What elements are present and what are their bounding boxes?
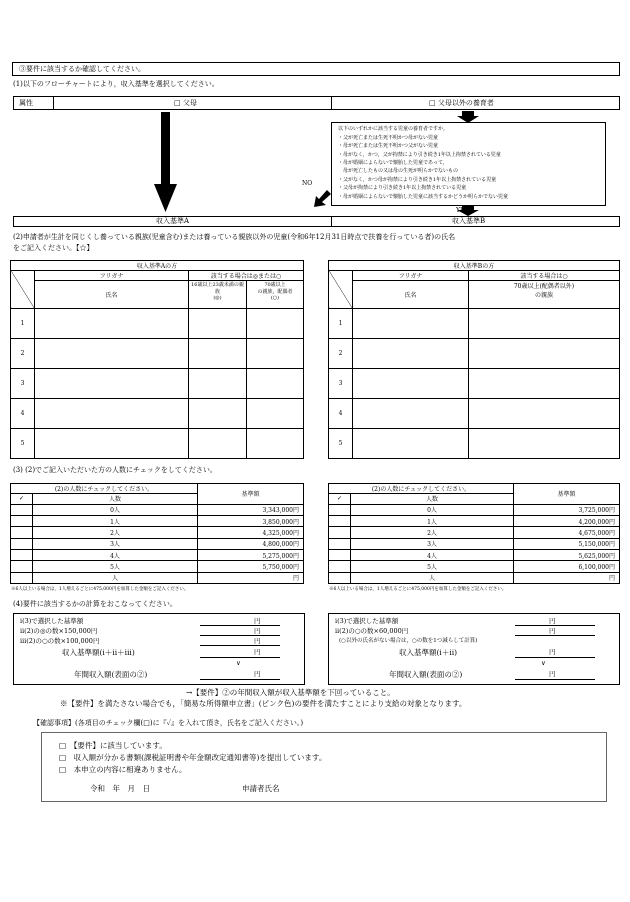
check-cell[interactable]	[189, 429, 247, 459]
check-cell[interactable]	[469, 399, 620, 429]
count-table-a	[10, 483, 304, 584]
furigana-label: フリガナ	[35, 271, 189, 281]
s3-note-b: ※6人以上いる場合は，1人増えるごとに475,000円を加算した金額をご記入ください。	[329, 587, 507, 592]
check-head: (2)の人数にチェックしてください。	[11, 484, 198, 494]
check-cell[interactable]	[11, 538, 33, 549]
name-input[interactable]	[353, 339, 469, 369]
check-cell[interactable]	[469, 339, 620, 369]
yen: 円	[549, 627, 556, 635]
col-16-23: 16歳以上23歳未満の親族 (◎)	[189, 281, 247, 309]
cond-item: ・父が死亡または生死不明かつ母がない児童	[338, 135, 439, 141]
check-mark-head: ✓	[329, 494, 351, 504]
check-cell[interactable]	[469, 369, 620, 399]
check-cell[interactable]	[11, 515, 33, 526]
table-row: 人 円	[329, 572, 620, 583]
table-row: 1	[329, 309, 620, 339]
calc-box-b	[328, 613, 620, 685]
check-cell[interactable]	[329, 561, 351, 572]
count-table-b	[328, 483, 620, 584]
applicant-name-label: 申請者氏名	[242, 784, 280, 793]
calc-line: ⅱ(2)の◎の数×150,000円	[20, 627, 98, 635]
name-input[interactable]	[353, 399, 469, 429]
cond-title: 以下のいずれかに該当する児童の養育者ですか。	[338, 126, 449, 132]
table-row: 1	[11, 309, 304, 339]
check-cell[interactable]	[189, 339, 247, 369]
table-row: 4	[11, 399, 304, 429]
cond-item: ・母がなく，かつ，父が拘禁により引き続き1年以上拘禁されている児童	[338, 152, 501, 158]
s3-title: (3) (2)でご記入いただいた方の人数にチェックをしてください。	[13, 466, 217, 474]
table-row: 2人 4,675,000円	[329, 527, 620, 538]
option-other-guardian[interactable]: □ 父母以外の養育者	[429, 99, 494, 107]
col-70: 70歳以上 の親族，配偶者 (○)	[247, 281, 304, 309]
check-cell[interactable]	[11, 572, 33, 583]
condition-box	[331, 122, 606, 206]
name-input[interactable]	[35, 429, 189, 459]
col-70: 70歳以上(配偶者以外) の親族	[469, 281, 620, 309]
check-cell[interactable]	[329, 527, 351, 538]
calc-line: ⅰ(3)で選択した基準額	[20, 617, 84, 625]
s2-title2: をご記入ください。【☆】	[13, 244, 94, 252]
calc-line: ⅱ(2)の○の数×60,000円	[335, 627, 409, 635]
check-cell[interactable]	[189, 399, 247, 429]
flow-no: NO	[302, 180, 313, 187]
check-cell[interactable]	[189, 369, 247, 399]
cond-item: 母が死亡したもの又は母の生死が明らかでないもの	[338, 168, 459, 174]
table-row: 1人 3,850,000円	[11, 515, 304, 526]
table-row: 0人 3,343,000円	[11, 504, 304, 515]
standard-row	[13, 216, 620, 227]
people-head: 人数	[33, 494, 198, 504]
requirement-text: →【要件】②の年間収入額が収入基準額を下回っていること。	[186, 688, 395, 697]
name-input[interactable]	[35, 399, 189, 429]
cond-item: ・母が婚姻によらないで懐胎した児童であって，	[338, 160, 448, 166]
confirm-box	[41, 732, 607, 802]
date-field[interactable]: 令和 年 月 日	[90, 784, 150, 793]
yen: 円	[549, 670, 556, 678]
calc-line: ⅰ(3)で選択した基準額	[335, 617, 399, 625]
check-cell[interactable]	[11, 549, 33, 560]
table-row: 5	[329, 429, 620, 459]
check-cell[interactable]	[247, 339, 304, 369]
cond-item: ・父がなく，かつ母が拘禁により引き続き1年以上拘禁されている児童	[338, 177, 497, 183]
cond-item: ・母が婚姻によらないで懐胎した児童に該当するかどうか明らかでない児童	[338, 194, 509, 200]
confirm-item[interactable]: □ 本申立の内容に相違ありません。	[59, 765, 187, 774]
diag-cell	[329, 271, 353, 309]
annual-income-label: 年間収入額(表面の②)	[389, 670, 463, 679]
calc-total-label: 収入基準額(ⅰ＋ⅱ)	[399, 648, 458, 657]
table-b-head: 収入基準Bの方	[329, 261, 620, 271]
yen: 円	[254, 648, 261, 656]
people-head: 人数	[351, 494, 514, 504]
check-cell[interactable]	[329, 572, 351, 583]
furigana-label: フリガナ	[353, 271, 469, 281]
yen: 円	[549, 648, 556, 656]
gte-sign: ∨	[236, 659, 241, 667]
check-cell[interactable]	[11, 561, 33, 572]
table-row: 5人 6,100,000円	[329, 561, 620, 572]
table-row: 3人 4,800,000円	[11, 538, 304, 549]
name-label: 氏名	[353, 281, 469, 309]
diag-cell	[11, 271, 35, 309]
yen: 円	[254, 617, 261, 625]
annual-income-label: 年間収入額(表面の②)	[74, 670, 148, 679]
table-row: 4人 5,625,000円	[329, 549, 620, 560]
calc-note: (○以外の氏名がない場合は，○の数を1つ減らして計算)	[339, 638, 478, 644]
table-row: 人 円	[11, 572, 304, 583]
name-input[interactable]	[353, 309, 469, 339]
check-cell[interactable]	[469, 429, 620, 459]
family-table-a	[10, 260, 304, 459]
check-label: 該当する場合は○	[469, 271, 620, 281]
yen: 円	[254, 627, 261, 635]
table-a-head: 収入基準Aの方	[11, 261, 304, 271]
check-cell[interactable]	[247, 429, 304, 459]
flow-yes: YES	[456, 207, 469, 214]
cond-item: ・父母が拘禁により引き続き1年以上拘禁されている児童	[338, 185, 467, 191]
family-table-b	[328, 260, 620, 459]
step3-label: ③要件に該当するか確認してください。	[19, 65, 145, 73]
gte-sign: ∨	[541, 659, 546, 667]
check-cell[interactable]	[247, 399, 304, 429]
yen: 円	[549, 617, 556, 625]
name-input[interactable]	[353, 369, 469, 399]
base-head: 基準額	[514, 484, 620, 505]
check-cell[interactable]	[247, 309, 304, 339]
calc-line: ⅲ(2)の○の数×100,000円	[20, 637, 100, 645]
calc-total-label: 収入基準額(ⅰ＋ⅱ＋ⅲ)	[62, 648, 135, 657]
check-cell[interactable]	[329, 549, 351, 560]
confirm-item[interactable]: □ 収入額が分かる書類(課税証明書や年金額改定通知書等)を提出しています。	[59, 753, 327, 762]
name-label: 氏名	[35, 281, 189, 309]
table-row: 5	[11, 429, 304, 459]
name-input[interactable]	[35, 369, 189, 399]
confirm-title: 【確認事項】(各項目のチェック欄(□)に『✓』を入れて頂き，氏名をご記入ください。)	[33, 719, 304, 727]
yen: 円	[254, 637, 261, 645]
cond-item: ・母が死亡または生死不明かつ父がない児童	[338, 143, 439, 149]
table-row: 2	[11, 339, 304, 369]
check-cell[interactable]	[329, 538, 351, 549]
s3-note-a: ※6人以上いる場合は，1人増えるごとに475,000円を加算した金額をご記入ください。	[11, 587, 189, 592]
applicant-name-field[interactable]	[292, 795, 472, 796]
option-parent[interactable]: □ 父母	[174, 99, 197, 107]
name-input[interactable]	[35, 339, 189, 369]
table-row: 2人 4,325,000円	[11, 527, 304, 538]
check-cell[interactable]	[469, 309, 620, 339]
table-row: 5人 5,750,000円	[11, 561, 304, 572]
table-row: 2	[329, 339, 620, 369]
s4-title: (4)要件に該当するかの計算をおこなってください。	[13, 600, 177, 608]
yen: 円	[254, 670, 261, 678]
standard-a: 収入基準A	[156, 217, 190, 225]
check-head: (2)の人数にチェックしてください。	[329, 484, 514, 494]
check-mark-head: ✓	[11, 494, 33, 504]
name-input[interactable]	[353, 429, 469, 459]
table-row: 3	[11, 369, 304, 399]
table-row: 3	[329, 369, 620, 399]
check-cell[interactable]	[247, 369, 304, 399]
check-cell[interactable]	[11, 527, 33, 538]
confirm-item[interactable]: □ 【要件】に該当しています。	[59, 741, 167, 750]
check-cell[interactable]	[329, 515, 351, 526]
table-row: 3人 5,150,000円	[329, 538, 620, 549]
table-row: 0人 3,725,000円	[329, 504, 620, 515]
check-cell[interactable]	[329, 504, 351, 515]
s2-title: (2)申請者が生計を同じくし養っている親族(児童含む)または養っている親族以外の児童(令和6年12月31日時点で扶養を行っている者)の氏名	[13, 233, 456, 241]
table-row: 4人 5,275,000円	[11, 549, 304, 560]
requirement-note: ※【要件】を満たさない場合でも，「簡易な所得額申立書」(ピンク色)の要件を満たすことにより支給の対象となります。	[60, 699, 467, 708]
check-cell[interactable]	[11, 504, 33, 515]
table-row: 4	[329, 399, 620, 429]
attr-label: 属性	[19, 99, 33, 107]
check-cell[interactable]	[189, 309, 247, 339]
calc-box-a	[13, 613, 305, 685]
table-row: 1人 4,200,000円	[329, 515, 620, 526]
base-head: 基準額	[198, 484, 304, 505]
check-label: 該当する場合は◎または○	[189, 271, 304, 281]
name-input[interactable]	[35, 309, 189, 339]
standard-b: 収入基準B	[452, 217, 486, 225]
s1-title: (1)以下のフローチャートにより，収入基準を選択してください。	[13, 80, 219, 88]
